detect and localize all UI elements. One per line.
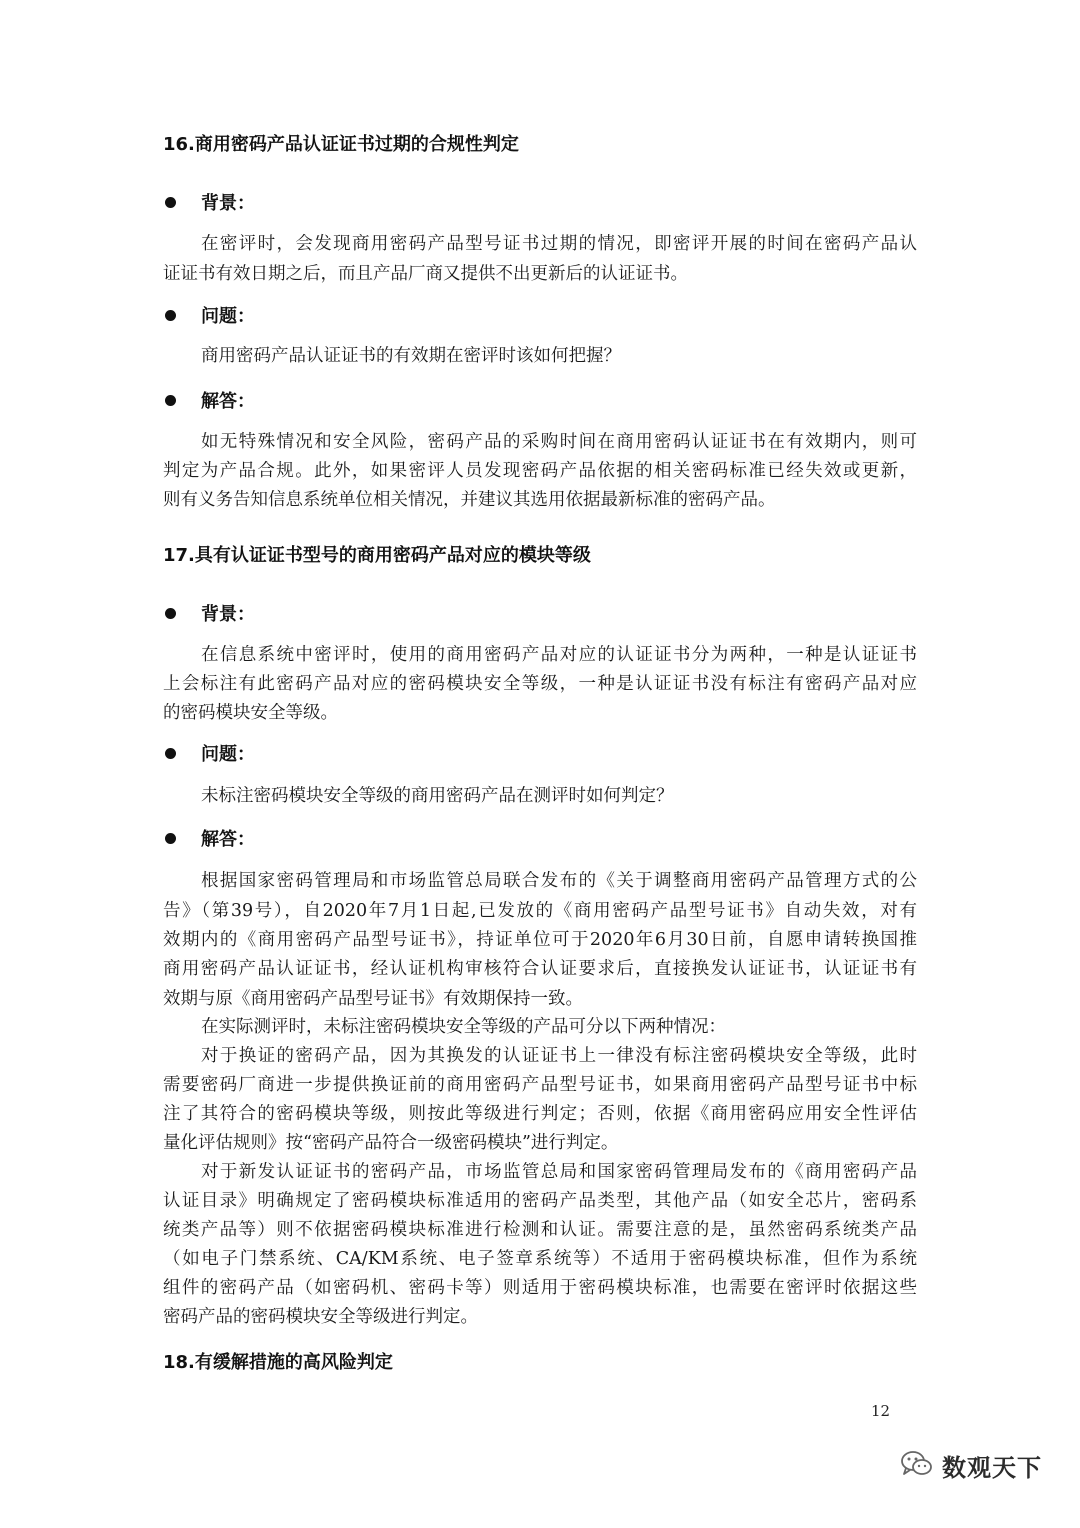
section-17-background-bullet [163, 600, 255, 626]
section-17-background-line: 的密码模块安全等级。 [163, 703, 338, 723]
section-17-answer-line: 组件的密码产品（如密码机、密码卡等）则适用于密码模块标准，也需要在密评时依据这些 [163, 1278, 917, 1298]
answer-label: 解答： [201, 391, 255, 412]
section-17-answer-line: 认证目录》明确规定了密码模块标准适用的密码产品类型，其他产品（如安全芯片，密码系 [163, 1191, 917, 1211]
section-17-answer-line: 根据国家密码管理局和市场监管总局联合发布的《关于调整商用密码产品管理方式的公 [201, 871, 917, 891]
section-17-answer-bullet [163, 825, 255, 851]
bullet-dot-icon [165, 197, 176, 208]
section-17-heading: 17.具有认证证书型号的商用密码产品对应的模块等级 [163, 545, 591, 566]
answer-label: 解答： [201, 829, 255, 850]
section-17-answer-line: 对于新发认证证书的密码产品，市场监管总局和国家密码管理局发布的《商用密码产品 [201, 1162, 917, 1182]
section-17-background-line: 在信息系统中密评时，使用的商用密码产品对应的认证证书分为两种，一种是认证证书 [201, 645, 917, 665]
section-16-answer-line: 判定为产品合规。此外，如果密评人员发现密码产品依据的相关密码标准已经失效或更新， [163, 461, 917, 481]
section-17-answer-line: 量化评估规则》按“密码产品符合一级密码模块”进行判定。 [163, 1133, 619, 1153]
question-label: 问题： [201, 306, 255, 327]
section-17-answer-line: 商用密码产品认证证书，经认证机构审核符合认证要求后，直接换发认证证书，认证证书有 [163, 959, 917, 979]
section-17-answer-line: 统类产品等）则不依据密码模块标准进行检测和认证。需要注意的是，虽然密码系统类产品 [163, 1220, 917, 1240]
section-16-answer-line: 如无特殊情况和安全风险，密码产品的采购时间在商用密码认证证书在有效期内，则可 [201, 432, 917, 452]
section-16-background-line: 在密评时，会发现商用密码产品型号证书过期的情况，即密评开展的时间在密码产品认 [201, 234, 917, 254]
bullet-dot-icon [165, 608, 176, 619]
background-label: 背景： [201, 604, 255, 625]
section-17-answer-line: 在实际测评时，未标注密码模块安全等级的产品可分以下两种情况： [201, 1017, 726, 1037]
section-16-question-bullet [163, 302, 255, 328]
section-17-answer-line: 效期与原《商用密码产品型号证书》有效期保持一致。 [163, 989, 583, 1009]
section-16-heading: 16.商用密码产品认证证书过期的合规性判定 [163, 134, 519, 155]
question-label: 问题： [201, 744, 255, 765]
section-16-question-line: 商用密码产品认证证书的有效期在密评时该如何把握？ [201, 346, 621, 366]
wechat-icon [900, 1449, 934, 1483]
bullet-dot-icon [165, 395, 176, 406]
page-number: 12 [871, 1402, 891, 1420]
section-17-answer-line: 效期内的《商用密码产品型号证书》，持证单位可于2020年6月30日前，自愿申请转换国推 [163, 930, 917, 950]
section-17-answer-line: 密码产品的密码模块安全等级进行判定。 [163, 1307, 478, 1327]
section-16-background-line: 证证书有效日期之后，而且产品厂商又提供不出更新后的认证证书。 [163, 264, 688, 284]
bullet-dot-icon [165, 833, 176, 844]
section-16-answer-line: 则有义务告知信息系统单位相关情况，并建议其选用依据最新标准的密码产品。 [163, 490, 776, 510]
section-17-question-line: 未标注密码模块安全等级的商用密码产品在测评时如何判定？ [201, 786, 674, 806]
bullet-dot-icon [165, 748, 176, 759]
section-17-question-bullet [163, 740, 255, 766]
section-18-heading: 18.有缓解措施的高风险判定 [163, 1352, 393, 1373]
background-label: 背景： [201, 193, 255, 214]
section-17-answer-line: 需要密码厂商进一步提供换证前的商用密码产品型号证书，如果商用密码产品型号证书中标 [163, 1075, 917, 1095]
section-16-answer-bullet [163, 387, 255, 413]
section-17-answer-line: （如电子门禁系统、CA/KM系统、电子签章系统等）不适用于密码模块标准，但作为系统 [163, 1249, 917, 1269]
watermark-text: 数观天下 [942, 1454, 1042, 1482]
section-17-answer-line: 注了其符合的密码模块等级，则按此等级进行判定；否则，依据《商用密码应用安全性评估 [163, 1104, 917, 1124]
section-16-background-bullet [163, 189, 255, 215]
bullet-dot-icon [165, 310, 176, 321]
section-17-background-line: 上会标注有此密码产品对应的密码模块安全等级，一种是认证证书没有标注有密码产品对应 [163, 674, 917, 694]
section-17-answer-line: 对于换证的密码产品，因为其换发的认证证书上一律没有标注密码模块安全等级，此时 [201, 1046, 917, 1066]
section-17-answer-line: 告》（第39号），自2020年7月1日起,已发放的《商用密码产品型号证书》自动失效，对有 [163, 901, 917, 921]
watermark [900, 1448, 1042, 1483]
